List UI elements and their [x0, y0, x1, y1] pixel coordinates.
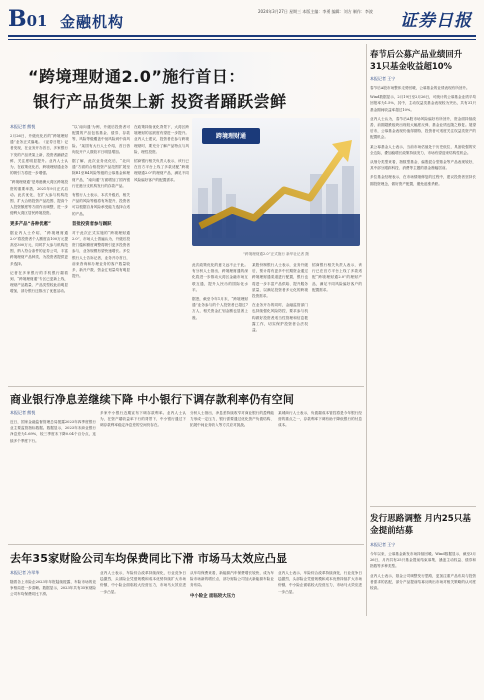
lead-paragraph: 在政策持续优化背景下，大湾区跨境理财的活跃度有望进一步提升。业内人士建议，投资者在参与跨境理财时，要充分了解产品特点与风险，理性投资。 — [134, 125, 189, 154]
section-letter: B — [8, 6, 27, 32]
lead-paragraph: 记者在多家银行的手机银行端看到，“跨境理财通”专区已更新上线，理财产品数量、产品类型较此前明显增加，部分银行还推出了优惠活动。 — [10, 270, 68, 294]
lead-byline: 本报记者 熊悦 — [10, 124, 36, 129]
mid-column-1 — [10, 410, 96, 540]
sidebar-paragraph: 春节后A股市场整体走势回暖，公募基金的业绩表现有所回升。 — [370, 86, 470, 90]
sidebar-headline-2: 发行思路调整 月内25只基金提前结募 — [370, 514, 471, 536]
mid-paragraph: 分析人士指出，净息差持续收窄对商业银行的盈利能力形成一定压力，银行需要通过优化资产负债结构、拓展中间业务收入等方式应对挑战。 — [190, 411, 274, 428]
mid-column-3 — [190, 410, 274, 540]
page-masthead — [8, 6, 476, 36]
lead-paragraph: 此次政策优化的意义远不止于此。有分析人士指出，跨境理财通的深化将进一步推动大湾区金融市场互联互通，提升人民币的国际化水平。 — [192, 263, 248, 292]
lead-paragraph: 某股份制银行人士表示，业务升级后，预计将有更多中长期资金通过跨境理财通渠道进行配置，银行也将进一步丰富产品供给、提升服务质量，以满足投资者多元化的跨境投资需求。 — [252, 263, 308, 299]
lead-subhead: 首批投资者参与踊跃 — [72, 221, 112, 227]
bottom-paragraph: 随着各上市险企2023年年报陆续披露，车险市场的竞争格局进一步清晰。数据显示，2023年共有35家财险公司车均保费同比下滑。 — [10, 580, 96, 597]
lead-column-2 — [72, 124, 130, 382]
mid-column-4 — [278, 410, 362, 540]
lead-headline-banner — [8, 44, 363, 120]
masthead-rule-thin — [8, 39, 476, 40]
lead-column-4 — [192, 262, 248, 382]
sidebar-paragraph: 多位基金经理表示，在市场情绪修复的过程中，建议投资者坚持长期投资理念，做好资产配置，避免追涨杀跌。 — [370, 175, 476, 186]
bottom-paragraph: 业内人士表示，车险综合改革持续深化，行业竞争日趋激烈，头部险企凭借规模和成本优势持续扩大市场份额，中小险企面临较大经营压力，市场马太效应进一步凸显。 — [100, 571, 186, 594]
sidebar-paragraph: 某公募基金人士表示，当前市场估值处于历史低位，具备较强的安全边际，叠加稳增长政策持续发力，市场有望迎来结构性机会。 — [370, 144, 476, 155]
sidebar-byline: 本报记者 王宁 — [370, 542, 396, 547]
bottom-paragraph: 从车均保费来看，新能源汽车保费增长较快，成为车险市场新的增长点，部分财险公司加大新能源车险业务布局。 — [190, 571, 274, 588]
bottom-byline: 本报记者 冷翠华 — [10, 570, 40, 575]
lead-paragraph: 2月26日，升级优化后的“跨境理财通”业务正式落地。《证券日报》记者发现，在业务开办首日，多家银行下发的产品货架上新，投资者踊跃尝鲜，关注度明显提升。业内人士认为，在政策优化后，跨境理财通业务的吸引力将进一步增强。 — [10, 134, 68, 176]
lead-paragraph: 据了解，此次业务优化后，“北向通”方面的合格投资产品范围扩展至除R1至R4风险等级的公募基金和理财产品，“南向通”方面增加了国内银行在港分支机构发行的存款产品。 — [72, 159, 130, 188]
bottom-subhead: 中小险企 面临较大压力 — [190, 593, 236, 599]
paper-name: 证券日报 — [400, 11, 472, 31]
lead-title-line2: 银行产品货架上新 投资者踊跃尝鲜 — [33, 92, 287, 111]
bottom-column-4 — [278, 570, 362, 694]
sidebar-paragraph: 今年以来，公募基金新发市场持续回暖。Wind数据显示，截至3月26日，月内共有25只基金提前结束募集，涵盖主动权益、债券和指数等多种类型。 — [370, 552, 476, 569]
sidebar-headline-1: 春节后公募产品业绩回升 31只基金收益超10% — [370, 49, 463, 71]
photo-label: 跨境理财通 — [215, 133, 246, 140]
sidebar-paragraph: 业内人士表示，基金公司调整发行思路，更加注重产品布局与投资者需求的匹配，部分产品提前结募反映出市场对相关策略的认可度较高。 — [370, 573, 476, 591]
issue-meta: 2024年3月27日 星期三 本版主编：李勇 编辑：刘方 制作：李波 — [258, 9, 373, 14]
bottom-column-1 — [10, 570, 96, 694]
lead-column-5 — [252, 262, 308, 382]
sidebar-paragraph: 业内人士认为，春节后A股市场风险偏好有所回升，资金面持续改善，前期超跌板块出现较大幅度反弹，基金业绩也随之修复。展望后市，公募基金表现仍值得期待，投资者可适度关注权益类资产的配置机会。 — [370, 116, 476, 140]
lead-paragraph: 对于此次正式实施的“跨境理财通2.0”，市场人士普遍认为，升级后投资门槛和额度调整将吸引更多投资者参与，业务规模有望快速增长。多位银行人士告诉记者，业务开办首日，前来咨询和办理业务的客户数量较多，新开户数、资金汇划量均有明显提升。 — [72, 230, 130, 279]
bottom-story-rule — [8, 544, 364, 545]
sidebar-rule — [370, 506, 476, 507]
lead-paragraph: 据悉，截至今年1月末，“跨境理财通”业务参与的个人投资者已超过7万人，相关资金汇划金额也显著上涨。 — [192, 297, 248, 320]
mid-story-rule — [8, 386, 364, 387]
mid-column-2 — [100, 410, 186, 540]
lead-title-line1: “跨境理财通2.0”施行首日： — [28, 67, 245, 86]
lead-paragraph: “以‘南向通’为例，升级后投资者可配置的产品包括基金、债券、存款等，风险等级覆盖中低风险到中高风险。”某国有大行人士介绍，首日咨询及开户人数较平日明显增加。 — [72, 125, 130, 154]
section-code — [8, 6, 47, 34]
bottom-column-2 — [100, 570, 186, 694]
lead-paragraph: 据业内人士介绍，“跨境理财通2.0”将投资者个人额度由100万元提高至300万元，同时扩大参与机构范围，纳入符合条件的证券公司，丰富跨境理财产品种类，为投资者提供更多选择。 — [10, 230, 68, 266]
lead-photo — [192, 118, 360, 246]
lead-column-1 — [10, 124, 68, 382]
lead-paragraph: 招商银行相关负责人表示，该行已在官方平台上线了多款适配“跨境理财通2.0”的理财产品，满足不同风险偏好客户的配置需求。 — [312, 263, 362, 292]
sidebar-byline: 本报记者 王宁 — [370, 76, 396, 81]
sidebar-paragraph: 从细分类型来看，指数型基金、偏股混合型基金等产品表现较好，其中部分跟踪科技、消费等主题的基金涨幅居前。 — [370, 160, 476, 171]
lead-column-6 — [312, 262, 362, 382]
mid-byline: 本报记者 熊悦 — [10, 410, 36, 415]
sidebar-divider — [366, 44, 367, 616]
lead-paragraph: 在业务开办的同时，金融监管部门也持续强化风险防控，要求参与机构做好投资者适当性管理和信息披露工作，切实保护投资者合法权益。 — [252, 303, 308, 333]
photo-caption: “跨境理财通2.0”正式施行 新华社记者 摄 — [243, 252, 309, 256]
lead-column-3 — [134, 124, 189, 382]
bottom-paragraph: 业内人士表示，车险综合改革持续深化，行业竞争日趋激烈，头部险企凭借规模和成本优势持续扩大市场份额，中小险企面临较大经营压力，市场马太效应进一步凸显。 — [278, 571, 362, 594]
section-number: 01 — [26, 12, 48, 30]
mid-paragraph: 某城商行人士表示，负债端成本管控将是今年银行经营的重点之一，存款利率下调有助于降低银行的付息成本。 — [278, 411, 362, 428]
masthead-rule-thick — [8, 35, 476, 37]
lead-paragraph: “跨境理财通”是粤港澳大湾区跨境投资的重要举措，2021年9月正式启动。此次优化，在扩大参与机构范围、扩大合格投资产品范围、提高个人投资额度等方面作出调整，进一步便利大湾区居民跨境投资。 — [10, 180, 68, 216]
sidebar-story-2 — [370, 542, 476, 692]
mid-paragraph: 多家中小银行近期宣布下调存款利率。业内人士认为，在资产端收益率下行的背景下，中小银行通过下调存款利率稳定净息差的空间仍存在。 — [100, 411, 186, 428]
mid-paragraph: 近日，国家金融监督管理总局披露2023年四季度银行业主要监管指标数据。数据显示，2023年末商业银行净息差为1.69%，较三季度末下降0.04个百分点，连续多个季度下行。 — [10, 420, 96, 443]
lead-subhead: 更多产品“各种优惠” — [10, 221, 51, 227]
mid-story-headline: 商业银行净息差继续下降 中小银行下调存款利率仍有空间 — [10, 393, 295, 406]
sidebar-story-1 — [370, 76, 476, 500]
lead-paragraph: 招商银行相关负责人表示，该行已在官方平台上线了多款适配“跨境理财通2.0”的理财产品，满足不同风险偏好客户的配置需求。 — [134, 159, 189, 182]
bottom-story-headline: 去年35家财险公司车均保费同比下滑 市场马太效应凸显 — [10, 552, 288, 565]
lead-paragraph: 有银行人士表示，本次升级后，相关产品的风险等级将有所提升，投资者可以根据自身风险承受能力选择合适的产品。 — [72, 193, 130, 216]
section-name: 金融机构 — [60, 13, 125, 31]
sidebar-paragraph: Wind数据显示，2月19日至2月26日，可统计的公募基金业绩平均回报率为1.5%，其中，主动权益类基金表现较为突出，共有31只基金期间收益率超过10%。 — [370, 95, 476, 112]
bottom-column-3 — [190, 570, 274, 694]
